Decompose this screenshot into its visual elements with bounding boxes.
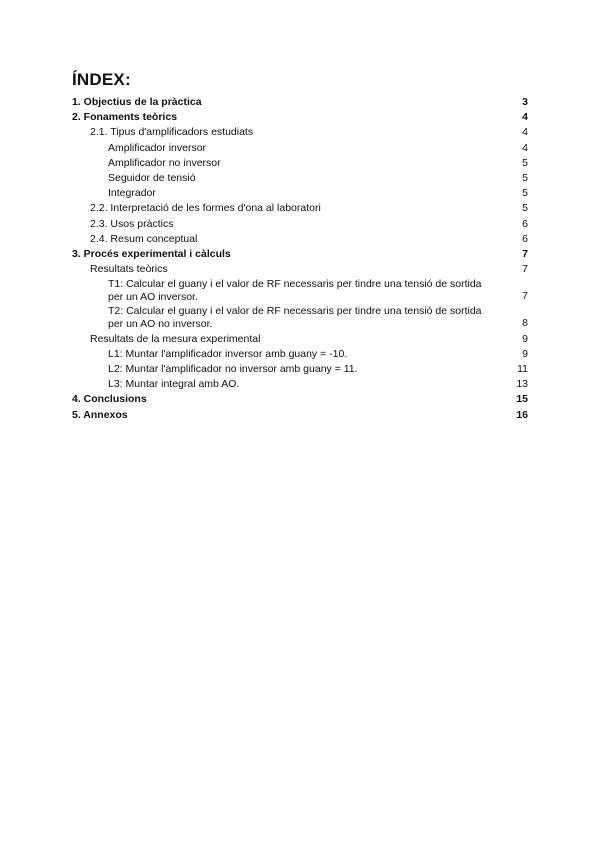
toc-entry[interactable] bbox=[72, 263, 528, 276]
toc-entry-page: 11 bbox=[517, 363, 528, 375]
toc-entry-label: Seguidor de tensió bbox=[108, 171, 196, 184]
toc-entry[interactable] bbox=[72, 248, 528, 261]
toc-entry-page: 4 bbox=[522, 141, 528, 154]
toc-entry-label: L3: Muntar integral amb AO. bbox=[108, 378, 240, 391]
toc-entry-label: Amplificador no inversor bbox=[108, 156, 221, 169]
toc-entry[interactable] bbox=[72, 111, 528, 124]
toc-entry-label: 3. Procés experimental i càlculs bbox=[72, 247, 231, 260]
toc-entry-page: 5 bbox=[522, 202, 528, 215]
toc-entry-page: 6 bbox=[522, 232, 528, 245]
toc-entry-page: 9 bbox=[522, 332, 528, 345]
toc-entry-page: 6 bbox=[522, 217, 528, 230]
toc-entry-label: 2.4. Resum conceptual bbox=[90, 232, 198, 245]
toc-entry-label: Resultats de la mesura experimental bbox=[90, 332, 261, 345]
toc-entry-page: 4 bbox=[522, 126, 528, 139]
toc-entry[interactable] bbox=[72, 348, 528, 361]
toc-entry[interactable] bbox=[72, 378, 528, 391]
toc-title: ÍNDEX: bbox=[72, 70, 131, 89]
toc-entry-page: 13 bbox=[516, 378, 528, 391]
toc-entry-page: 9 bbox=[522, 347, 528, 360]
table-of-contents bbox=[72, 96, 528, 424]
toc-entry[interactable] bbox=[72, 233, 528, 246]
toc-entry-page: 7 bbox=[522, 263, 528, 276]
toc-entry-page: 5 bbox=[522, 187, 528, 200]
toc-entry-label: 2.2. Interpretació de les formes d'ona al laboratori bbox=[90, 202, 321, 215]
toc-entry[interactable] bbox=[72, 96, 528, 109]
toc-entry[interactable] bbox=[72, 187, 528, 200]
toc-entry-label: 2. Fonaments teòrics bbox=[72, 111, 178, 124]
toc-entry-page: 7 bbox=[522, 290, 528, 303]
toc-entry[interactable] bbox=[72, 305, 528, 330]
toc-entry-label: Resultats teòrics bbox=[90, 263, 168, 276]
toc-entry[interactable] bbox=[72, 157, 528, 170]
toc-entry-page: 16 bbox=[516, 408, 528, 421]
toc-entry-page: 8 bbox=[522, 317, 528, 330]
toc-entry-label: 2.1. Tipus d'amplificadors estudiats bbox=[90, 126, 254, 139]
toc-entry[interactable] bbox=[72, 126, 528, 139]
toc-entry-page: 7 bbox=[522, 247, 528, 260]
toc-entry[interactable] bbox=[72, 218, 528, 231]
toc-entry-label: L2: Muntar l'amplificador no inversor amb guany = 11. bbox=[108, 363, 358, 375]
toc-entry[interactable] bbox=[72, 172, 528, 185]
toc-entry[interactable] bbox=[72, 202, 528, 215]
toc-entry-label: 4. Conclusions bbox=[72, 393, 147, 406]
toc-entry-label: L1: Muntar l'amplificador inversor amb guany = -10. bbox=[108, 347, 348, 360]
toc-entry[interactable] bbox=[72, 393, 528, 406]
toc-entry-page: 5 bbox=[522, 171, 528, 184]
toc-entry-label: Integrador bbox=[108, 187, 156, 200]
toc-entry-label: T2: Calcular el guany i el valor de RF necessaris per tindre una tensió de sortida per un AO no inversor. bbox=[108, 305, 482, 330]
toc-entry-label: 2.3. Usos pràctics bbox=[90, 217, 174, 230]
toc-entry[interactable] bbox=[72, 142, 528, 155]
toc-entry[interactable] bbox=[72, 333, 528, 346]
toc-entry-page: 5 bbox=[522, 156, 528, 169]
toc-entry-label: 5. Annexos bbox=[72, 408, 128, 421]
toc-entry-label: T1: Calcular el guany i el valor de RF necessaris per tindre una tensió de sortida per un AO inversor. bbox=[108, 278, 482, 303]
toc-entry[interactable] bbox=[72, 409, 528, 422]
toc-entry-label: 1. Objectius de la pràctica bbox=[72, 96, 202, 108]
toc-entry[interactable] bbox=[72, 363, 528, 376]
toc-entry-page: 4 bbox=[522, 111, 528, 124]
toc-entry-page: 3 bbox=[522, 96, 528, 108]
toc-entry-label: Amplificador inversor bbox=[108, 141, 207, 154]
toc-entry-page: 15 bbox=[516, 393, 528, 406]
toc-entry[interactable] bbox=[72, 278, 528, 303]
